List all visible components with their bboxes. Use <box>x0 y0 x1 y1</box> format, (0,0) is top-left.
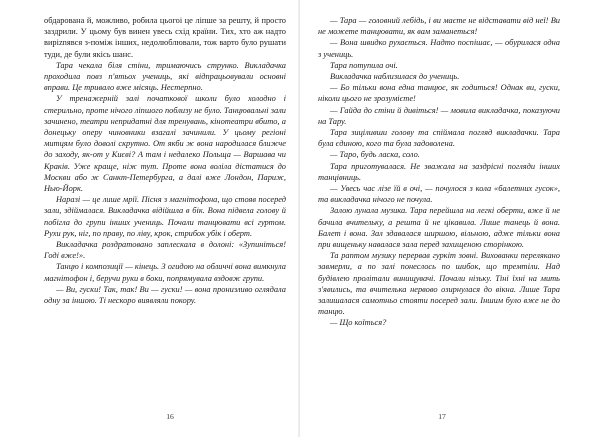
paragraph: — Увесь час лізе їй в очі, — почулося з кола «балетних гусок», та викладачка нічого не почула. <box>318 184 560 205</box>
page-number-right: 17 <box>438 412 446 421</box>
paragraph: Тара зиціливши голову та спіймала погляд викладачки. Тара була єдиною, кого та була задоволена. <box>318 128 560 149</box>
paragraph: Танцю і композиції — кінець. З огидою на обличчі вона вимкнула магнітофон і, беручи руки в боки, попрямувала вздовж групи. <box>44 262 286 283</box>
paragraph: — Ви, гуски! Так, так! Ви — гуски! — вона пронизливо оглядала одну за іншою. Ті нескоро виявляли покору. <box>44 284 286 306</box>
right-page-body <box>318 15 560 329</box>
page-number-left: 16 <box>166 412 174 421</box>
left-page-body <box>44 15 286 306</box>
paragraph: — Тара — головний лебідь, і ви маєте не відставати від неї! Ви не можете танцювати, як вам заманеться! <box>318 16 560 37</box>
paragraph: Викладачка роздратовано заплескала в долоні: «Зупиніться! Годі вже!». <box>44 240 286 261</box>
paragraph: Та раптом музику перервав гуркіт зовні. Вихованки перелякано завмерли, а по залі понеслось по шибок, що тремтіли. Над будівлею пролітали винищувачі. Почали нізьку. Тіні їхні на мить з'явились, та вчителька нервово озирнулася до вікна. Лише Тара залишалася самотньо стояти посеред зали. Іншим було вже не до танцю. <box>318 251 560 317</box>
paragraph: Залою лунала музика. Тара перейшла на легкі оберти, вже й не бачила вчительку, а решта й не цікавила. Лише танець й вона. Балет і вона. Зал здавалася ширшою, вільною, адже тільки вона при вищеньку навалася зала перед захищеною сторінкою. <box>318 206 560 250</box>
paragraph: Тара чекала біля стіни, тримаючись струнко. Викладачка проходила повз п'ятьох учениць, які відпрацьовували основні вправи. Це тривало вже місяць. Нестерпно. <box>44 60 286 93</box>
paragraph: — Гайда до стіни й дивіться! — мовила викладачка, показуючи на Тару. <box>318 105 560 126</box>
paragraph: Тара потупила очі. <box>330 60 398 70</box>
paragraph: обдарована й, можливо, робила цьогоі це ліпше за решту, й просто заздрили. У цьому був винен увесь схід країни. Тих, хто аж надто виріznявся з-поміж інших, недолюблювали, тож варто було рушати туди, де були якісь шанс. <box>44 16 286 59</box>
paragraph: — Таро, будь ласка, соло. <box>330 150 420 160</box>
paragraph: У тренажерній залі початкової школи було холодно і стерильно, проте нічого ліпшого поблизу не було. Танцювальні зали зачинено, театри непридатні для тренувань, кінотеатри вбито, а донецьку оперу чиновники взагалі зачинили. У цьому регіоні митцям було доволі скрутно. От якби ж вона народилася ближче до заходу, як-от у Києві? А там і недалеко Польща — Варшава чи Краків. Уже краще, ніж тут. Проте вона воліла дістатися до Москви або ж Санкт-Петербурга, а далі вже Лондон, Париж, Нью-Йорк. <box>44 94 286 194</box>
paragraph: — Що коїться? <box>330 318 387 328</box>
paragraph: — Вона швидко рухається. Надто поспішає, — обурилася одна з учениць. <box>318 38 560 59</box>
paragraph: Наразі — це лише мрії. Пісня з магнітофона, що стояв посеред зали, здіймалася. Викладачка відійшла в бік. Вона підвела голову й побігла до групи інших учениць. Почали танцювати всі гуртом. Рухи рук, ніг, по праву, по ліву, крок, стрибок убік і оберт. <box>44 195 286 238</box>
right-page <box>300 0 600 437</box>
paragraph: Тара приготувалася. Не зважала на заздрісні погляди інших танцівниць. <box>318 161 560 182</box>
paragraph: — Бо тільки вона една танцює, як годиться! Однак ви, гуски, ніколи цього не зрозумієте! <box>318 83 560 104</box>
paragraph: Викладачка наблизилася до учениць. <box>330 72 460 82</box>
